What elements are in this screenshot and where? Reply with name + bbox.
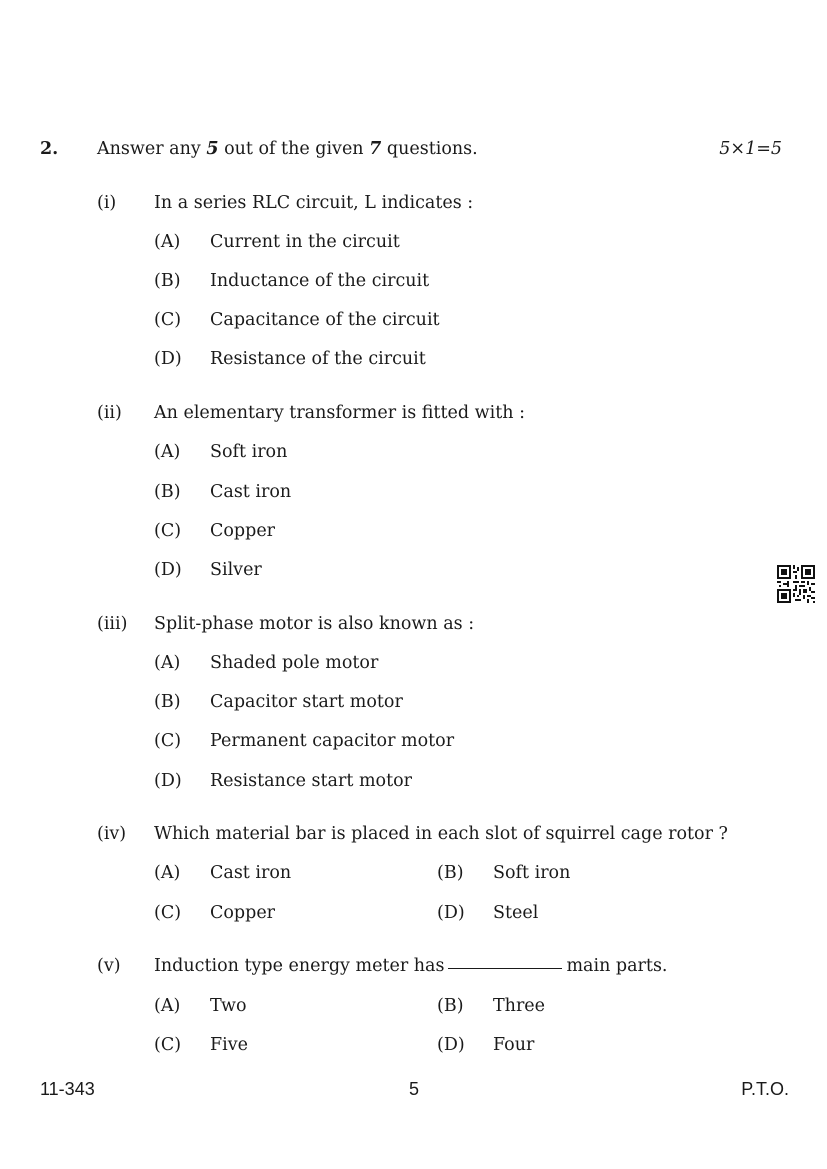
answer-blank: [448, 967, 562, 969]
option-text: Current in the circuit: [210, 232, 400, 252]
instruction-count: 5: [206, 139, 219, 159]
question-text: An elementary transformer is fitted with :: [154, 403, 525, 423]
option-text: Soft iron: [493, 863, 571, 883]
option-text: Steel: [493, 903, 539, 923]
question-number: 2.: [40, 139, 59, 159]
question-label: (i): [97, 193, 117, 213]
question-label: (v): [97, 956, 121, 976]
option-key: (A): [154, 863, 181, 883]
option-key: (C): [154, 521, 182, 541]
question-text-before: Induction type energy meter has: [154, 956, 445, 976]
question-label: (iv): [97, 824, 127, 844]
question-text-after: main parts.: [566, 956, 668, 976]
option-text: Copper: [210, 903, 276, 923]
option-text: Permanent capacitor motor: [210, 731, 455, 751]
option-key: (B): [154, 271, 181, 291]
option-key: (D): [437, 903, 465, 923]
option-key: (D): [154, 560, 182, 580]
section-instruction: [97, 139, 478, 159]
option-key: (C): [154, 903, 182, 923]
option-key: (B): [154, 692, 181, 712]
option-key: (B): [437, 996, 464, 1016]
option-text: Silver: [210, 560, 262, 580]
question-text: Split-phase motor is also known as :: [154, 614, 475, 634]
option-text: Resistance of the circuit: [210, 349, 426, 369]
question-text: [154, 956, 668, 976]
option-text: Three: [493, 996, 546, 1016]
option-key: (A): [154, 653, 181, 673]
option-text: Cast iron: [210, 863, 292, 883]
option-key: (D): [154, 771, 182, 791]
instruction-total: 7: [369, 139, 382, 159]
option-key: (C): [154, 731, 182, 751]
question-text: Which material bar is placed in each slot of squirrel cage rotor ?: [154, 824, 728, 844]
option-text: Soft iron: [210, 442, 288, 462]
question-label: (iii): [97, 614, 128, 634]
option-key: (D): [154, 349, 182, 369]
option-key: (D): [437, 1035, 465, 1055]
option-text: Shaded pole motor: [210, 653, 379, 673]
option-key: (C): [154, 1035, 182, 1055]
instruction-post: questions.: [381, 139, 478, 159]
option-key: (A): [154, 232, 181, 252]
option-text: Cast iron: [210, 482, 292, 502]
option-text: Copper: [210, 521, 276, 541]
option-key: (A): [154, 442, 181, 462]
option-key: (A): [154, 996, 181, 1016]
option-text: Capacitance of the circuit: [210, 310, 440, 330]
option-text: Resistance start motor: [210, 771, 413, 791]
instruction-pre: Answer any: [97, 139, 207, 159]
instruction-mid: out of the given: [218, 139, 370, 159]
marks-label: 5×1=5: [719, 139, 782, 159]
option-key: (B): [437, 863, 464, 883]
option-text: Capacitor start motor: [210, 692, 403, 712]
question-text: In a series RLC circuit, L indicates :: [154, 193, 474, 213]
option-key: (C): [154, 310, 182, 330]
option-text: Four: [493, 1035, 535, 1055]
question-label: (ii): [97, 403, 122, 423]
qr-code-icon: [777, 565, 815, 603]
paper-code: 11-343: [40, 1079, 95, 1099]
option-text: Inductance of the circuit: [210, 271, 430, 291]
pto-label: P.T.O.: [741, 1079, 789, 1099]
option-text: Five: [210, 1035, 248, 1055]
option-key: (B): [154, 482, 181, 502]
page-number: 5: [409, 1079, 420, 1099]
option-text: Two: [210, 996, 247, 1016]
